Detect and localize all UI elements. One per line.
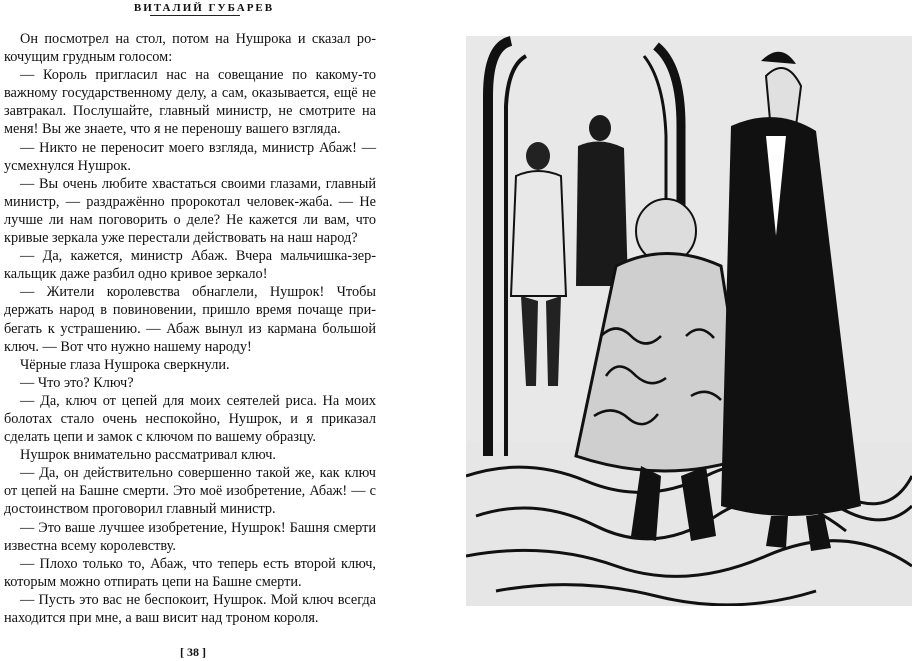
paragraph: — Король пригласил нас на совещание по какому-то важному государственному делу, а сам, оказывается, ещё не завтракал. Послушайте, главный министр, не смотрите на меня! Вы же знаете, что я не переношу вашего взгляда. <box>4 67 376 138</box>
paragraph: — Жители королевства обнаглели, Нушрок! Чтобы держать народ в повиновении, пришло время почаще прибегать к устрашению. — Абаж вынул из кармана большой ключ. — Вот что нужно нашему народу! <box>4 284 376 355</box>
story-text <box>4 30 376 627</box>
paragraph: — Пусть это вас не беспокоит, Нушрок. Мой ключ всегда находится при мне, а ваш висит над троном короля. <box>4 591 376 626</box>
paragraph: — Вы очень любите хвастаться своими глазами, главный министр, — раздражённо пророкотал человек-жаба. — Не лучше ли нам поговорить о деле? Не кажется ли вам, что кривые зеркала уже перестали действовать на наш народ? <box>4 175 376 247</box>
paragraph: — Да, он действительно совершенно такой же, как ключ от цепей на Башне смерти. Это моё изобретение, Абаж! — с достоинством проговорил главный министр. <box>4 465 376 518</box>
paragraph: Он посмотрел на стол, потом на Нушрока и сказал рокочущим грудным голосом: <box>4 31 376 66</box>
running-header: ВИТАЛИЙ ГУБАРЕВ <box>133 2 275 14</box>
header-rule <box>150 15 240 16</box>
page-number: [ 38 ] <box>180 645 206 659</box>
ink-illustration <box>466 36 912 606</box>
paragraph: — Никто не переносит моего взгляда, министр Абаж! — усмехнулся Нушрок. <box>4 139 376 174</box>
paragraph: — Это ваше лучшее изобретение, Нушрок! Башня смерти известна всему королевству. <box>4 519 376 554</box>
paragraph: Нушрок внимательно рассматривал ключ. <box>20 447 276 464</box>
paragraph: Чёрные глаза Нушрока сверкнули. <box>20 356 230 373</box>
paragraph: — Что это? Ключ? <box>20 374 134 391</box>
paragraph: — Да, кажется, министр Абаж. Вчера мальчишка-зеркальщик даже разбил одно кривое зеркало! <box>4 248 376 283</box>
paragraph: — Да, ключ от цепей для моих сеятелей риса. На моих болотах стало очень неспокойно, Нушрок, и я приказал сделать цепи и замок с ключом по вашему образцу. <box>4 392 376 446</box>
paragraph: — Плохо только то, Абаж, что теперь есть второй ключ, которым можно отпирать цепи на Башне смерти. <box>4 555 376 590</box>
